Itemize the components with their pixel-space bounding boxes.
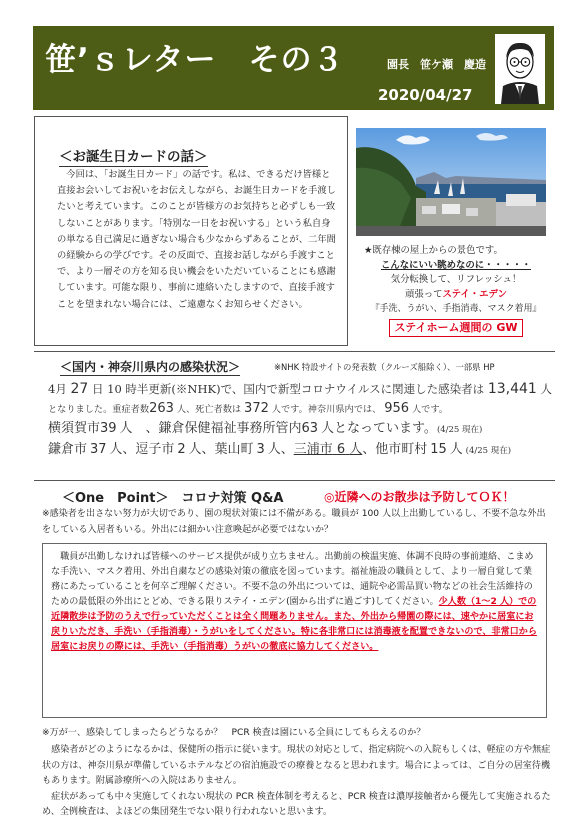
zushi-cases: 2 [177,442,186,457]
rooftop-view-photo [356,128,546,236]
other-cases: 15 [430,442,447,457]
walk-ok-alert: ◎近隣へのお散歩は予防してＯＫ！ [324,490,515,504]
answer-1-emphasis: 少人数（1～2 人）での近隣散歩は予防のうえで行っていただくことは全く問題ありません。また、外出から帰園の際には、速やかに居室にお戻りいただき、手洗い（手指消毒）・うがいをしてください。特に各非常口には消毒液を配置できないので、非常口から居室にお戻りの際には、手洗い（手指消毒）うがいの徹底に協力してください。 [51,597,537,652]
t: 人 、鎌倉保健福祉事務所管内 [119,421,302,436]
report-day: 27 [70,381,89,397]
infection-body [48,380,552,461]
birthday-card-article [34,116,348,346]
t: 人、葉山町 [188,442,254,457]
answer-2 [42,743,552,821]
caption-line-5: 『手洗、うがい、手指消毒、マスク着用』 [370,304,542,314]
author-portrait-illustration [495,34,545,104]
answer-2-paragraph-1: 感染者がどのようになるかは、保健所の指示に従います。現状の対応として、指定病院への入院もしくは、軽症の方や無症状の方は、神奈川県が準備しているホテルなどの宿泊施設での療養となると思われます。場合によっては、ご自分の居室待機もあります。附属診療所への入院はありません。 [42,745,551,786]
answer-1-text: 職員が出勤しなければ皆様へのサービス提供が成り立ちません。出勤前の検温実施、体調不良時の事前連絡、こまめな手洗い、マスク着用、外出自粛などの感染対策の徹底を図っています。福祉施設の職員として、より一層自覚して業務にあたっていることを何卒ご理解ください。不要不急の外出については、通院や必需品買い物などの社会生活維持のための最低限の外出にとどめ、できる限りステイ・エデン(園から出ずに過ごす)してください。 [51,552,534,607]
kanagawa-cases: 956 [384,401,410,416]
caption-line-3: 気分転換して、リフレッシュ！ [390,274,522,285]
infection-status-section [34,351,555,481]
one-point-qa-section [34,485,555,817]
t: 鎌倉市 [48,442,88,457]
stay-home-week-badge: ステイホーム週間の GW [389,319,522,338]
t: となりました。重症者数 [48,404,150,415]
hayama-cases: 3 [256,442,265,457]
newsletter-header [33,26,554,110]
question-2: ※万が一、感染してしまったらどうなるか？ PCR 検査は園にいる全員にしてもらえるのか？ [42,728,426,738]
t: 人です。神奈川県内では、 [271,404,382,415]
severe-cases: 263 [149,401,174,416]
infection-line-1 [48,380,552,399]
author-name: 園長 笹ケ瀬 慶造 [387,58,486,71]
stay-eden-label: ステイ・エデン [442,288,508,300]
as-of-note: (4/25 現在) [465,446,512,456]
birthday-heading: ＜お誕生日カードの話＞ [59,145,208,167]
t: 人、死亡者数は [176,404,242,415]
photo-caption [356,244,556,337]
birthday-body: 今回は、「お誕生日カード」の話です。私は、できるだけ皆様と直接お会いしてお祝いをお伝えしながら、お誕生日カードを手渡したいと考えています。このことが皆様方のお気持ちと必ずしも一致しないことがあります。「特別な一日をお祝いする」という私自身の単なる自己満足に過ぎない場合も少なからずあることが、二年間の経験からの学びです。その反面で、直接お話しながら手渡すことで、より一層その方を知る良い機会をいただいていることにも感謝しています。可能な限り、事前に連絡いたしますので、直接手渡すことを望まれない場合には、ご遠慮なくお知らせください。 [57,169,336,310]
yokosuka-cases: 39 [100,421,117,436]
deaths: 372 [244,401,269,416]
caption-line-1: ★既存棟の屋上からの景色です。 [364,245,503,256]
t: 人、 [267,442,294,457]
t: 人です。 [411,404,448,415]
national-cases: 13,441 [487,381,537,397]
miura-cases: 6 [336,442,346,457]
t: 人 [540,382,552,396]
t: 日 10 時半更新(※NHK)で、国内で新型コロナウイルスに関連した感染者は [91,382,485,396]
t: 三浦市 [293,442,333,457]
as-of-note: (4/25 現在) [436,425,483,435]
issue-date: 2020/04/27 [378,86,473,104]
infection-line-3 [48,419,548,440]
miura-cases-emph [294,442,363,457]
t: 横須賀市 [48,421,101,436]
kamakura-cases: 37 [89,442,107,457]
answer-2-paragraph-2: 症状があっても中々実施してくれない現状の PCR 検査体制を考えると、PCR 検査は濃厚接触者から優先して実施されるため、全例検査は、よほどの集団発生でない限り行われないと思います。 [42,791,551,817]
one-point-heading: ＜One Point＞ コロナ対策 Q&A [62,491,284,506]
t: 、他市町村 [362,442,428,457]
t: 人となっています。 [320,421,437,436]
answer-1-box [42,543,547,718]
kamakura-office-cases: 63 [301,421,319,436]
caption-line-4 [356,288,556,303]
question-1: ※感染者を出さない努力が大切であり、園の現状対策には不備がある。職員が 100 人以上出勤しているし、不要不急な外出をしている入居者もいる。外出には細かい注意喚起が必要ではないか？ [42,509,546,535]
caption-line-2: こんなにいい眺めなのに・・・・・ [380,259,531,271]
t: 人 [449,442,463,457]
infection-line-4 [48,440,548,461]
infection-line-2 [48,399,548,419]
infection-source-note: ※NHK 特設サイトの発表数（クルーズ船除く）、一部県 HP [274,362,495,372]
newsletter-title: 笹’ｓレター その３ [45,42,345,78]
t: 4月 [48,382,67,396]
infection-heading: ＜国内・神奈川県内の感染状況＞ [60,360,241,374]
caption-line-4-prefix: 頑張って [404,288,443,300]
t: 人 [349,442,363,457]
t: 人、逗子市 [109,442,175,457]
